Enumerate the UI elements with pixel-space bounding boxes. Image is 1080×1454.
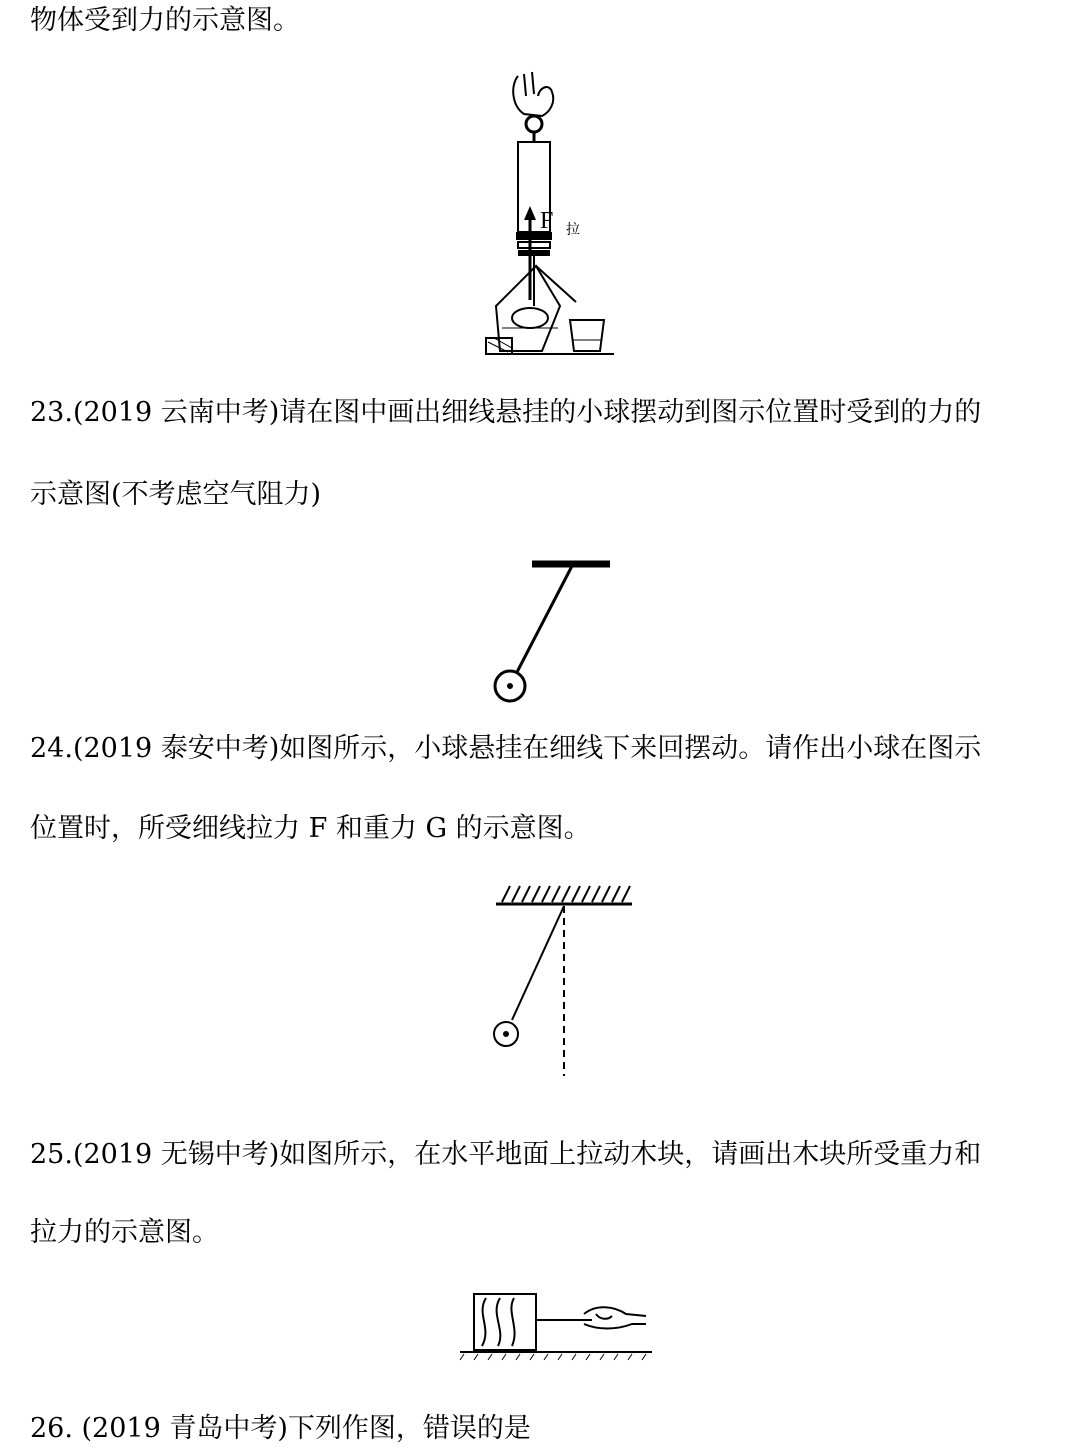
hand-icon <box>513 72 553 116</box>
q26-text-line1: 26. (2019 青岛中考)下列作图，错误的是 <box>30 1413 531 1444</box>
q23-text-line1: 23.(2019 云南中考)请在图中画出细线悬挂的小球摆动到图示位置时受到的力的 <box>30 397 982 428</box>
pendulum-figure-24 <box>480 880 640 1080</box>
q24-text-line1: 24.(2019 泰安中考)如图所示，小球悬挂在细线下来回摆动。请作出小球在图示 <box>30 733 982 764</box>
string <box>516 566 572 674</box>
q22-text-tail: 物体受到力的示意图。 <box>30 5 300 36</box>
wood-block-figure <box>456 1284 656 1370</box>
hook-ring <box>526 116 542 132</box>
q24-text-line2: 位置时，所受细线拉力 F 和重力 G 的示意图。 <box>30 813 591 844</box>
pendulum-figure-23 <box>480 550 630 710</box>
hand-icon <box>584 1307 646 1328</box>
ceiling-hatch <box>502 886 630 902</box>
q25-text-line1: 25.(2019 无锡中考)如图所示，在水平地面上拉动木块，请画出木块所受重力和 <box>30 1139 982 1170</box>
force-subscript: 拉 <box>566 223 580 238</box>
beaker <box>570 320 604 351</box>
string <box>512 906 564 1020</box>
q25-text-line2: 拉力的示意图。 <box>30 1217 219 1248</box>
force-label: F <box>540 208 554 234</box>
q23-text-line2: 示意图(不考虑空气阻力) <box>30 479 322 510</box>
spring-scale-figure <box>480 66 620 361</box>
ground-hatch <box>460 1354 646 1360</box>
